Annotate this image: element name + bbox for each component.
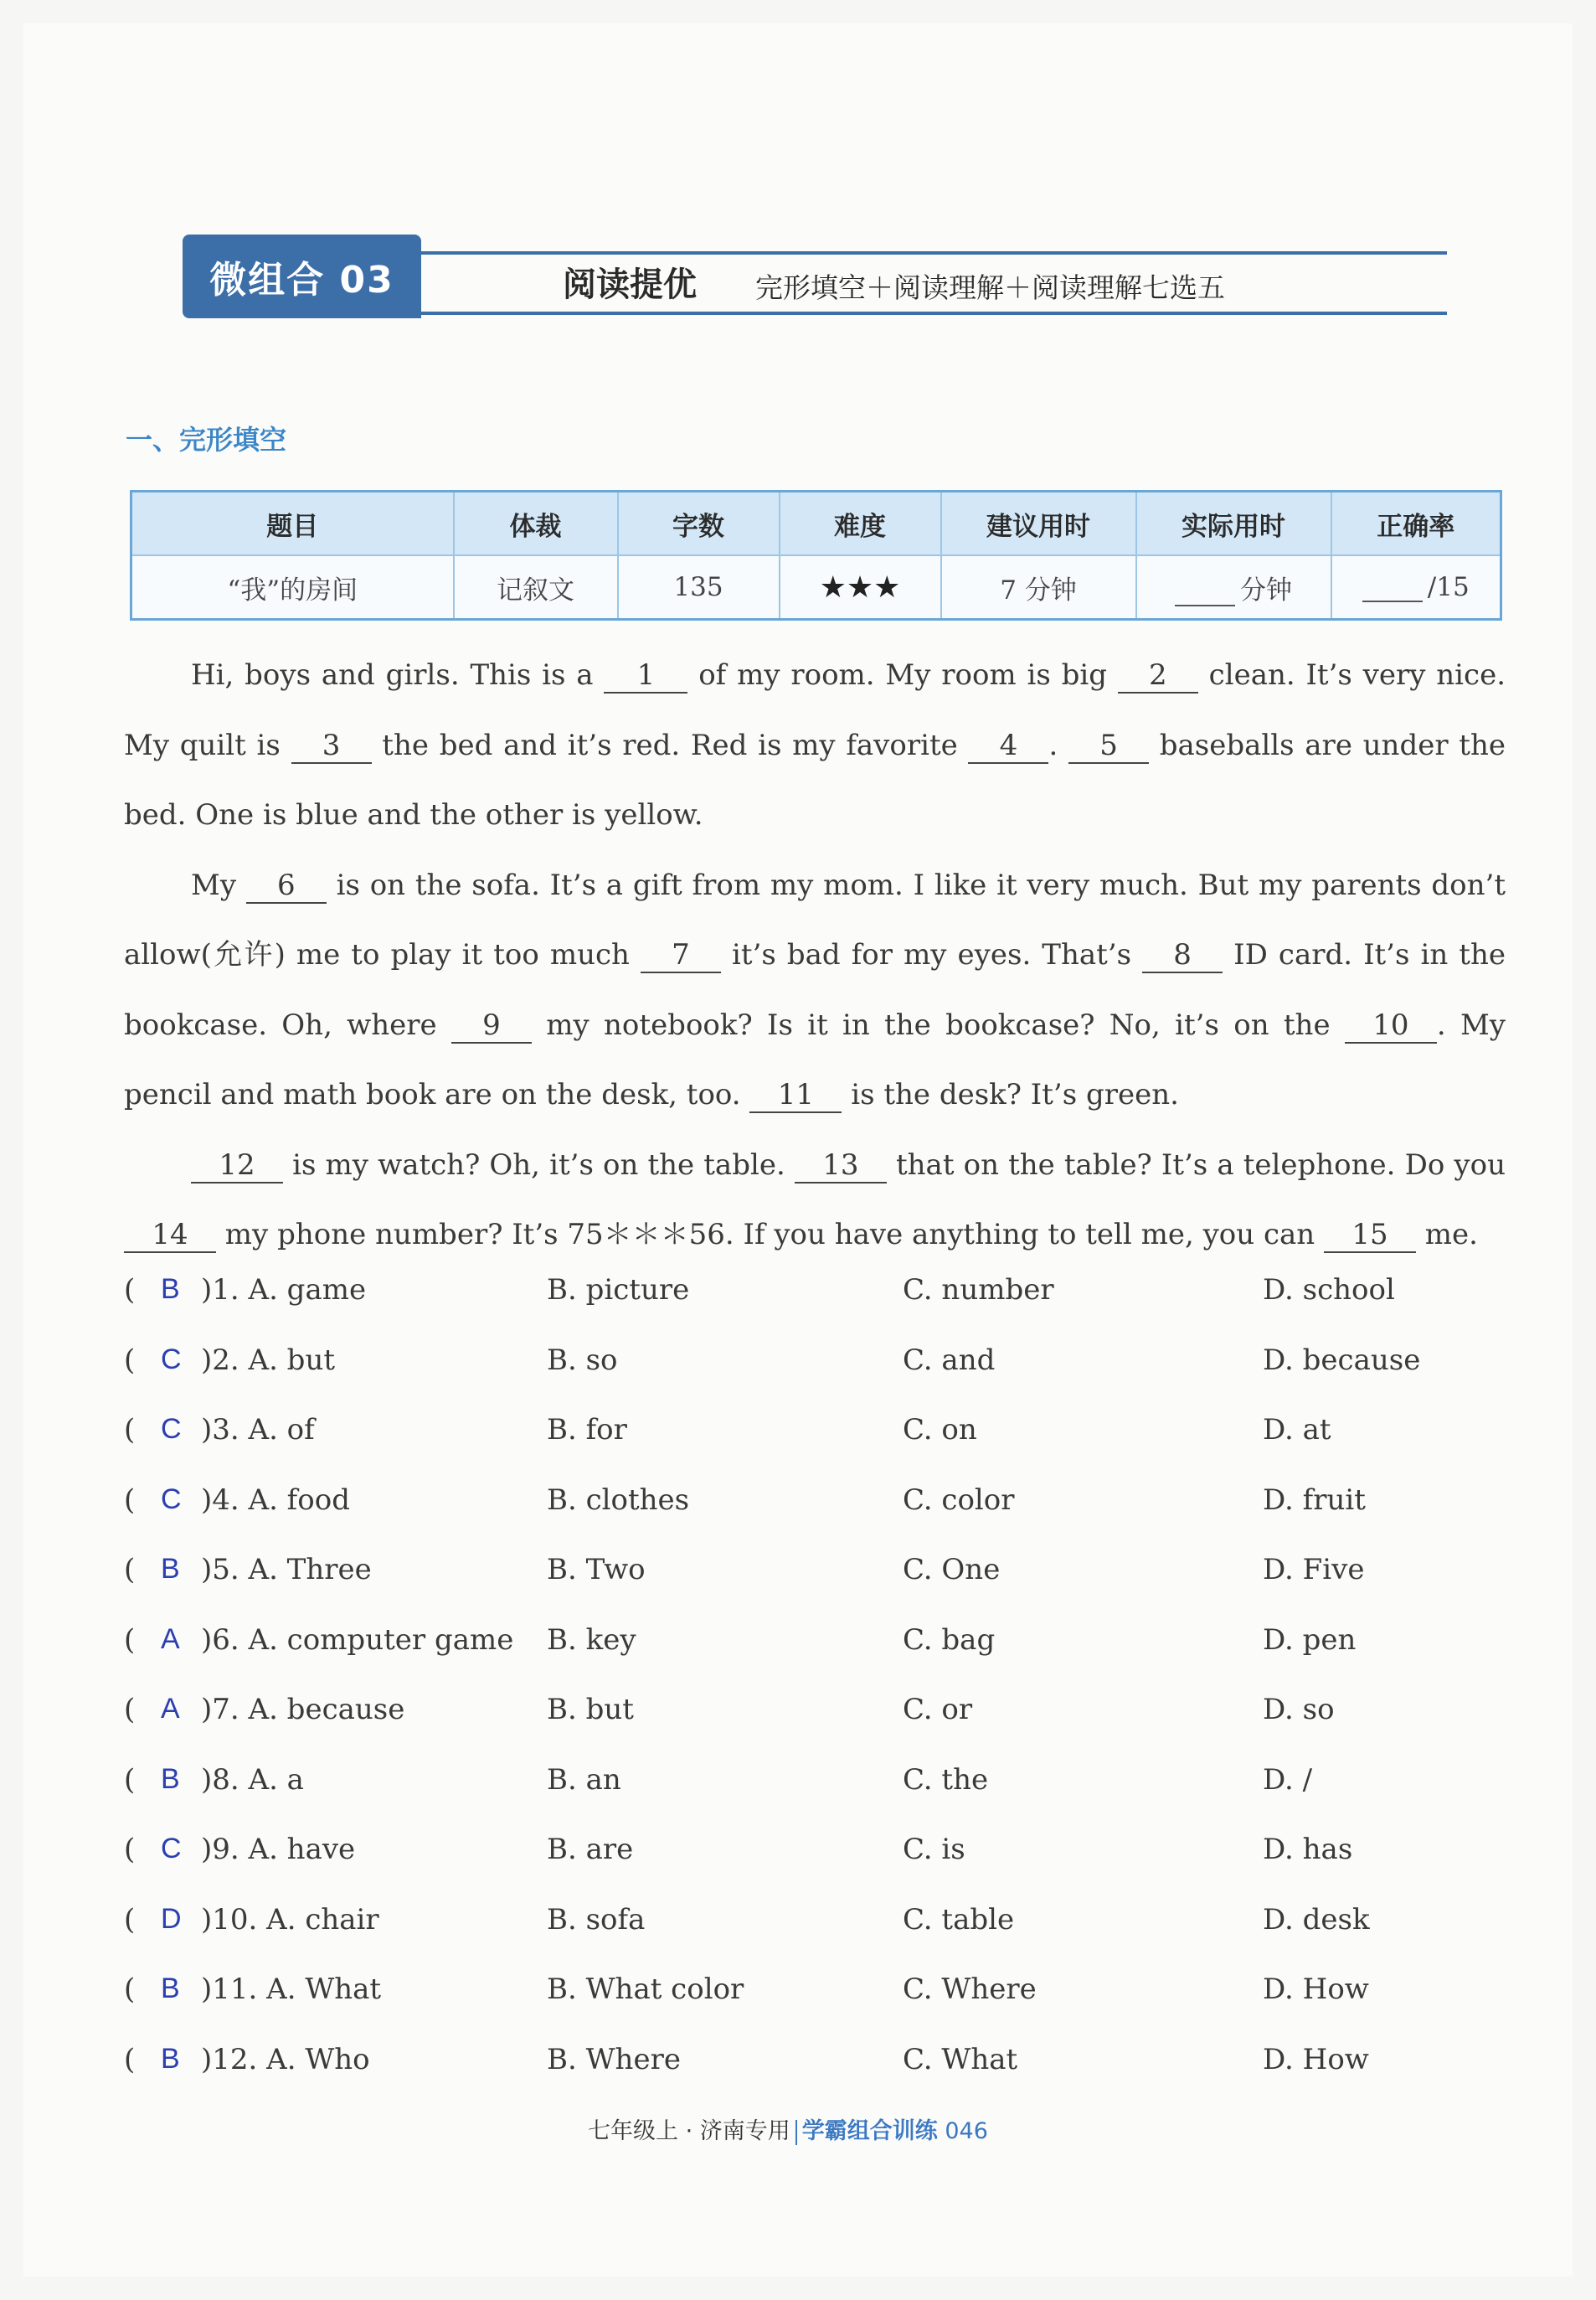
blank-11: 11 bbox=[749, 1078, 842, 1113]
option-c: C. bag bbox=[903, 1622, 996, 1657]
footer-divider bbox=[795, 2120, 797, 2145]
option-d: D. school bbox=[1263, 1273, 1395, 1307]
option-c: C. What bbox=[903, 2042, 1018, 2076]
blank-5: 5 bbox=[1068, 729, 1149, 764]
question-row-9 bbox=[124, 1833, 1531, 1903]
option-c: C. color bbox=[903, 1483, 1015, 1517]
option-d: D. has bbox=[1263, 1833, 1353, 1866]
option-b: B. an bbox=[547, 1762, 621, 1797]
header-cell: 正确率 bbox=[1331, 492, 1501, 556]
paren: ( bbox=[124, 1343, 136, 1377]
option-d: D. so bbox=[1263, 1693, 1335, 1726]
option-b: B. for bbox=[547, 1413, 627, 1447]
info-table-header-row bbox=[131, 492, 1501, 556]
passage-text: is my watch? Oh, it’s on the table. bbox=[283, 1147, 795, 1182]
question-row-1 bbox=[124, 1273, 1531, 1343]
info-table-row bbox=[131, 555, 1501, 620]
suggested-time-cell: 7 分钟 bbox=[941, 555, 1136, 620]
question-row-8 bbox=[124, 1763, 1531, 1833]
answer-mark: A bbox=[161, 1693, 180, 1725]
paren: ( bbox=[124, 2042, 136, 2076]
passage-text: me. bbox=[1415, 1218, 1478, 1251]
answer-mark: D bbox=[161, 1902, 182, 1935]
blank-15: 15 bbox=[1324, 1218, 1416, 1253]
passage-text: is on the sofa. It’s a gift from my mom. I like it very much. But my parents don’t allow(允许) me to play it too much bbox=[124, 868, 1506, 972]
option-d: D. How bbox=[1263, 2042, 1369, 2076]
option-d: D. desk bbox=[1263, 1902, 1370, 1936]
answer-mark: A bbox=[161, 1622, 180, 1655]
blank-4: 4 bbox=[968, 729, 1048, 764]
header-cell: 难度 bbox=[780, 492, 941, 556]
option-a: )2. A. but bbox=[201, 1343, 336, 1377]
cloze-passage bbox=[124, 641, 1506, 1271]
accuracy-total: /15 bbox=[1427, 572, 1470, 602]
option-d: D. fruit bbox=[1263, 1483, 1366, 1517]
blank-3: 3 bbox=[291, 729, 372, 764]
answer-mark: B bbox=[161, 1973, 180, 2004]
option-c: C. Where bbox=[903, 1973, 1037, 2006]
paren: ( bbox=[124, 1553, 136, 1586]
answer-mark: B bbox=[161, 1553, 180, 1585]
option-a: )3. A. of bbox=[201, 1413, 315, 1447]
actual-time-unit: 分钟 bbox=[1240, 575, 1292, 606]
passage-text: . bbox=[1048, 728, 1069, 762]
paren: ( bbox=[124, 1413, 136, 1447]
header-cell: 体裁 bbox=[454, 492, 618, 556]
accuracy-cell[interactable] bbox=[1331, 555, 1501, 620]
option-b: B. key bbox=[547, 1622, 636, 1657]
passage-text: it’s bad for my eyes. That’s bbox=[720, 938, 1143, 972]
passage-text: my phone number? It’s 75＊＊＊56. If you have anything to tell me, you can bbox=[216, 1218, 1324, 1251]
question-row-10 bbox=[124, 1903, 1531, 1973]
blank-7: 7 bbox=[641, 938, 721, 973]
question-row-7 bbox=[124, 1693, 1531, 1763]
banner-rule-bottom bbox=[419, 312, 1447, 315]
option-c: C. and bbox=[903, 1343, 996, 1377]
option-d: D. / bbox=[1263, 1762, 1313, 1797]
option-c: C. the bbox=[903, 1762, 989, 1797]
answer-mark: C bbox=[161, 1483, 182, 1515]
option-d: D. pen bbox=[1263, 1622, 1357, 1657]
option-d: D. Five bbox=[1263, 1553, 1365, 1586]
option-a: )8. A. a bbox=[201, 1762, 304, 1797]
option-a: )11. A. What bbox=[201, 1973, 382, 2006]
header-cell: 实际用时 bbox=[1136, 492, 1331, 556]
option-b: B. are bbox=[547, 1833, 634, 1866]
question-row-6 bbox=[124, 1623, 1531, 1694]
header-cell: 题目 bbox=[131, 492, 454, 556]
words-cell: 135 bbox=[618, 555, 780, 620]
answer-mark: B bbox=[161, 1762, 180, 1795]
answer-mark: C bbox=[161, 1833, 182, 1864]
difficulty-stars: ★★★ bbox=[780, 555, 941, 620]
info-table bbox=[130, 490, 1502, 621]
paren: ( bbox=[124, 1622, 136, 1657]
paren: ( bbox=[124, 1762, 136, 1797]
paren: ( bbox=[124, 1973, 136, 2006]
option-a: )1. A. game bbox=[201, 1273, 367, 1307]
question-row-4 bbox=[124, 1483, 1531, 1554]
unit-tab: 微组合 03 bbox=[183, 235, 421, 318]
question-row-12 bbox=[124, 2043, 1531, 2113]
passage-text: My bbox=[191, 868, 246, 902]
blank-9: 9 bbox=[451, 1008, 532, 1044]
passage-text: baseballs are under the bed. One is blue and the other is yellow. bbox=[124, 728, 1506, 832]
page-number: 046 bbox=[945, 2118, 988, 2144]
option-b: B. Two bbox=[547, 1553, 646, 1586]
passage-text: is the desk? It’s green. bbox=[842, 1078, 1179, 1111]
page-footer bbox=[588, 2112, 988, 2145]
option-c: C. table bbox=[903, 1902, 1015, 1936]
option-b: B. Where bbox=[547, 2042, 681, 2076]
header-cell: 建议用时 bbox=[941, 492, 1136, 556]
question-row-11 bbox=[124, 1973, 1531, 2043]
header-cell: 字数 bbox=[618, 492, 780, 556]
blank-10: 10 bbox=[1345, 1008, 1437, 1044]
paren: ( bbox=[124, 1273, 136, 1307]
passage-text: the bed and it’s red. Red is my favorite bbox=[371, 728, 969, 762]
options-list bbox=[124, 1273, 1531, 2112]
passage-paragraph-1 bbox=[124, 641, 1506, 851]
option-d: D. because bbox=[1263, 1343, 1421, 1377]
option-b: B. so bbox=[547, 1343, 618, 1377]
blank-12: 12 bbox=[191, 1148, 283, 1184]
banner-rule-top bbox=[419, 251, 1447, 255]
answer-mark: C bbox=[161, 1413, 182, 1445]
answer-mark: C bbox=[161, 1343, 182, 1375]
option-a: )7. A. because bbox=[201, 1693, 405, 1726]
answer-mark: B bbox=[161, 1273, 180, 1305]
question-row-5 bbox=[124, 1553, 1531, 1623]
blank-1: 1 bbox=[604, 658, 687, 694]
blank-13: 13 bbox=[795, 1148, 887, 1184]
actual-time-blank[interactable] bbox=[1175, 581, 1235, 606]
paren: ( bbox=[124, 1833, 136, 1866]
option-a: )10. A. chair bbox=[201, 1902, 379, 1936]
blank-14: 14 bbox=[124, 1218, 216, 1253]
passage-text: that on the table? It’s a telephone. Do you bbox=[886, 1147, 1506, 1182]
question-row-3 bbox=[124, 1413, 1531, 1483]
option-c: C. or bbox=[903, 1693, 973, 1726]
option-c: C. is bbox=[903, 1833, 965, 1866]
option-a: )5. A. Three bbox=[201, 1553, 372, 1586]
passage-text: ID card. It’s in the bookcase. Oh, where bbox=[124, 938, 1506, 1042]
option-b: B. but bbox=[547, 1693, 634, 1726]
actual-time-cell[interactable] bbox=[1136, 555, 1331, 620]
option-b: B. What color bbox=[547, 1973, 744, 2006]
footer-brand: 学霸组合训练 bbox=[801, 2118, 938, 2144]
passage-paragraph-2 bbox=[124, 851, 1506, 1131]
paren: ( bbox=[124, 1902, 136, 1936]
passage-paragraph-3 bbox=[124, 1131, 1506, 1271]
option-b: B. sofa bbox=[547, 1902, 646, 1936]
footer-grade: 七年级上 · 济南专用 bbox=[588, 2118, 790, 2144]
blank-8: 8 bbox=[1142, 938, 1223, 973]
option-c: C. number bbox=[903, 1273, 1054, 1307]
option-b: B. clothes bbox=[547, 1483, 690, 1517]
blank-2: 2 bbox=[1118, 658, 1198, 694]
passage-text: Hi, boys and girls. This is a bbox=[191, 658, 605, 692]
option-c: C. on bbox=[903, 1413, 977, 1447]
option-a: )6. A. computer game bbox=[201, 1622, 514, 1657]
passage-text: my notebook? Is it in the bookcase? No, it’s on the bbox=[531, 1008, 1345, 1042]
answer-mark: B bbox=[161, 2042, 180, 2075]
section-title: 一、完形填空 bbox=[126, 424, 287, 456]
question-row-2 bbox=[124, 1343, 1531, 1414]
option-d: D. at bbox=[1263, 1413, 1331, 1447]
topic-cell: “我”的房间 bbox=[131, 555, 454, 620]
option-d: D. How bbox=[1263, 1973, 1369, 2006]
banner-title: 阅读提优 bbox=[563, 266, 697, 304]
paren: ( bbox=[124, 1483, 136, 1517]
genre-cell: 记叙文 bbox=[454, 555, 618, 620]
paren: ( bbox=[124, 1693, 136, 1726]
passage-text: clean. It’s very nice. My quilt is bbox=[124, 658, 1506, 762]
passage-text: . My pencil and math book are on the desk, too. bbox=[124, 1008, 1506, 1111]
option-a: )9. A. have bbox=[201, 1833, 356, 1866]
option-c: C. One bbox=[903, 1553, 1001, 1586]
banner-subtitle: 完形填空＋阅读理解＋阅读理解七选五 bbox=[755, 271, 1225, 304]
option-a: )12. A. Who bbox=[201, 2042, 370, 2076]
blank-6: 6 bbox=[246, 869, 327, 904]
passage-text: of my room. My room is big bbox=[687, 658, 1118, 692]
option-a: )4. A. food bbox=[201, 1483, 350, 1517]
accuracy-blank[interactable] bbox=[1362, 577, 1423, 602]
option-b: B. picture bbox=[547, 1273, 690, 1307]
